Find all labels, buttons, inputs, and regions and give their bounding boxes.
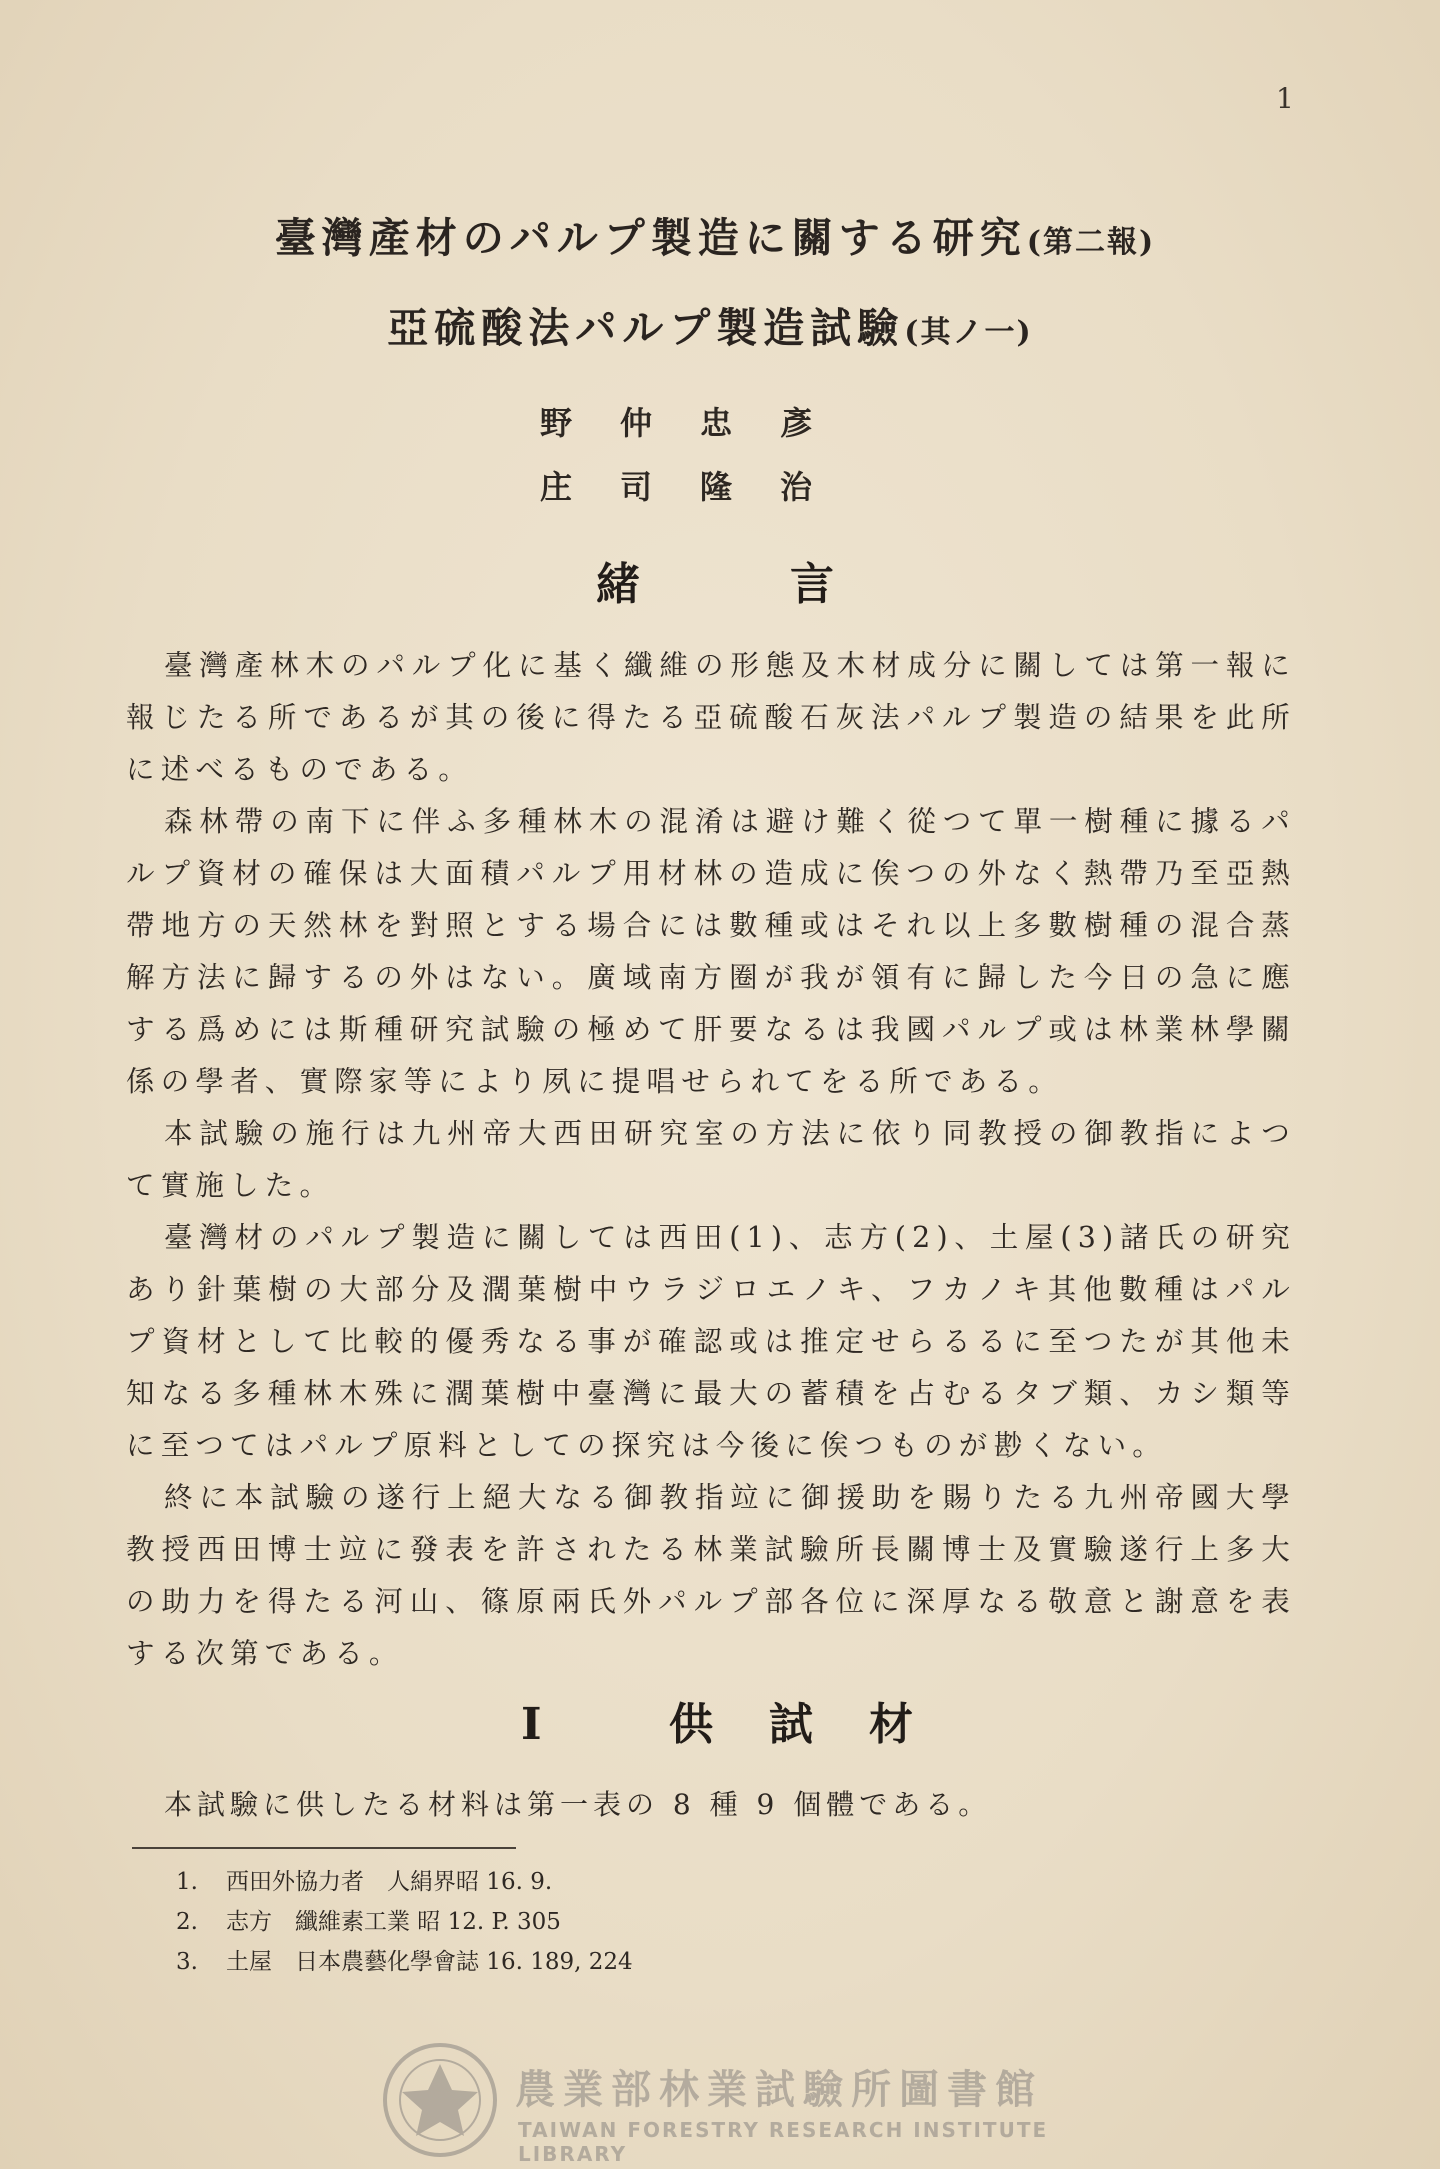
paper-title-text: 臺灣產材のパルプ製造に關する研究 (274, 214, 1027, 262)
paper-title-note: (第二報) (1026, 225, 1156, 260)
footnote-number: 2. (176, 1909, 198, 1935)
paper-subtitle-text: 亞硫酸法パルプ製造試驗 (387, 304, 905, 352)
footnote-text: 志方 纖維素工業 昭 12. P. 305 (226, 1909, 561, 1935)
footnote-number: 1. (176, 1869, 198, 1895)
author-name: 庄司隆治 (540, 468, 861, 506)
paragraph: 臺灣材のパルプ製造に關しては西田(1)、志方(2)、土屋(3)諸氏の研究あり針葉樹の大部分及濶葉樹中ウラジロエノキ、フカノキ其他數種はパルプ資材として比較的優秀なる事が確認或は推定せらるるに至つたが其他未知なる多種林木殊に濶葉樹中臺灣に最大の蓄積を占むるタブ類、カシ類等に至つてはパルプ原料としての探究は今後に俟つものが尠くない。 (126, 1221, 1296, 1462)
paragraph: 森林帶の南下に伴ふ多種林木の混淆は避け難く從つて單一樹種に據るパルプ資材の確保は大面積パルプ用材林の造成に俟つの外なく熱帶乃至亞熱帶地方の天然林を對照とする場合には數種或はそれ以上多數樹種の混合蒸解方法に歸するの外はない。廣域南方圈が我が領有に歸した今日の急に應する爲めには斯種研究試驗の極めて肝要なるは我國パルプ或は林業林學關係の學者、實際家等により夙に提唱せられてをる所である。 (126, 805, 1296, 1098)
author-name: 野仲忠彥 (540, 404, 861, 442)
paper-subtitle (0, 295, 1430, 354)
section-heading: I 供試材 (521, 1699, 969, 1750)
paper-title (0, 205, 1435, 264)
footnote-divider (132, 1847, 516, 1849)
footnote (176, 1942, 633, 1982)
footnote (176, 1902, 633, 1942)
footnote (176, 1862, 633, 1902)
intro-heading: 緒言 (596, 559, 984, 610)
paper-subtitle-note: (其ノ一) (904, 315, 1033, 350)
intro-body (126, 640, 1296, 1680)
library-name-english: TAIWAN FORESTRY RESEARCH INSTITUTE LIBRARY (518, 2118, 1049, 2166)
library-name: 農業部林業試驗所圖書館 (515, 2067, 1043, 2113)
page-number: 1 (1276, 82, 1294, 115)
footnote-text: 西田外協力者 人絹界昭 16. 9. (226, 1869, 553, 1895)
material-sentence: 本試驗に供したる材料は第一表の 8 種 9 個體である。 (164, 1788, 992, 1821)
footnote-text: 土屋 日本農藝化學會誌 16. 189, 224 (226, 1949, 633, 1975)
library-watermark (380, 2040, 1080, 2166)
footnote-number: 3. (176, 1949, 198, 1975)
paragraph: 終に本試驗の遂行上絕大なる御教指竝に御援助を賜りたる九州帝國大學教授西田博士竝に發表を許されたる林業試驗所長關博士及實驗遂行上多大の助力を得たる河山、篠原兩氏外パルプ部各位に深厚なる敬意と謝意を表する次第である。 (126, 1481, 1296, 1670)
library-seal-icon (380, 2040, 500, 2160)
paragraph: 臺灣產林木のパルプ化に基く纖維の形態及木材成分に關しては第一報に報じたる所であるが其の後に得たる亞硫酸石灰法パルプ製造の結果を此所に述べるものである。 (126, 649, 1296, 786)
footnotes (176, 1862, 633, 1982)
paragraph: 本試驗の施行は九州帝大西田研究室の方法に依り同教授の御教指によつて實施した。 (126, 1117, 1296, 1202)
